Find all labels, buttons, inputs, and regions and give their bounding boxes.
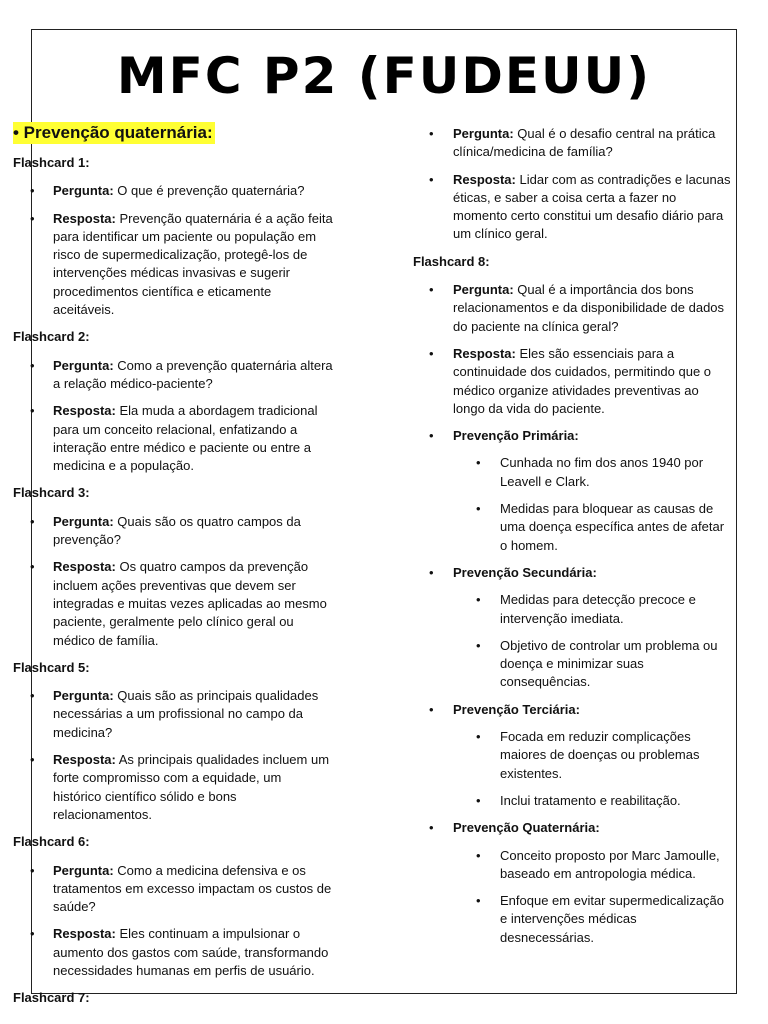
question-item [13, 687, 333, 742]
sub-item [413, 591, 733, 628]
bullet-icon: • [30, 926, 35, 942]
answer-label: Resposta: [53, 752, 116, 768]
section-title: Prevenção Secundária: [453, 564, 597, 580]
question-item [413, 281, 733, 336]
answer-text: Eles continuam a impulsionar o aumento dos gastos com saúde, transformando necessidades humanas em perfis de usuário. [53, 926, 329, 978]
section-item [413, 701, 733, 719]
answer-item [13, 558, 333, 649]
answer-item [13, 925, 333, 980]
sub-item-text: Inclui tratamento e reabilitação. [500, 792, 681, 808]
sub-item [413, 637, 733, 692]
bullet-icon: • [30, 403, 35, 419]
sub-item-text: Medidas para detecção precoce e intervenção imediata. [500, 592, 696, 626]
bullet-icon: • [429, 820, 434, 836]
bullet-icon: • [476, 455, 481, 471]
flashcard-label: Flashcard 5: [13, 659, 90, 675]
bullet-icon: • [30, 752, 35, 768]
bullet-icon: • [476, 592, 481, 608]
question-item [13, 357, 333, 394]
bullet-icon: • [476, 893, 481, 909]
answer-text: Lidar com as contradições e lacunas éticas, e saber a coisa certa a fazer no momento certo constitui um desafio diário para um clínico geral. [453, 171, 731, 242]
left-column [13, 122, 333, 1018]
sub-item [413, 892, 733, 947]
section-heading: • Prevenção quaternária: [13, 123, 213, 142]
bullet-icon: • [30, 862, 35, 878]
question-text: Quais são as principais qualidades necessárias a um profissional no campo da medicina? [53, 688, 319, 740]
bullet-icon: • [429, 345, 434, 361]
answer-text: Eles são essenciais para a continuidade dos cuidados, permitindo que o médico organize atividades preventivas ao longo da vida do paciente. [453, 345, 712, 416]
answer-label: Resposta: [453, 345, 516, 361]
question-label: Pergunta: [53, 357, 114, 373]
right-column [413, 125, 733, 956]
section-title: Prevenção Quaternária: [453, 820, 600, 836]
question-text: O que é prevenção quaternária? [117, 183, 305, 199]
section-item [413, 564, 733, 582]
bullet-icon: • [429, 564, 434, 580]
bullet-icon: • [30, 688, 35, 704]
answer-text: Ela muda a abordagem tradicional para um conceito relacional, enfatizando a interação entre médico e paciente ou entre a medicina e a população. [53, 403, 318, 474]
question-item [413, 125, 733, 162]
bullet-icon: • [30, 183, 35, 199]
answer-item [13, 210, 333, 320]
bullet-icon: • [30, 210, 35, 226]
answer-item [13, 402, 333, 475]
bullet-icon: • [476, 792, 481, 808]
question-text: Como a prevenção quaternária altera a relação médico-paciente? [53, 357, 333, 391]
flashcard-label: Flashcard 8: [413, 253, 490, 269]
answer-item [13, 751, 333, 824]
question-label: Pergunta: [53, 183, 114, 199]
question-label: Pergunta: [453, 126, 514, 141]
answer-label: Resposta: [53, 403, 116, 419]
sub-item-text: Enfoque em evitar supermedicalização e intervenções médicas desnecessárias. [500, 893, 725, 945]
flashcard-label: Flashcard 2: [13, 329, 90, 345]
bullet-icon: • [30, 513, 35, 529]
sub-item-text: Conceito proposto por Marc Jamoulle, baseado em antropologia médica. [500, 847, 720, 881]
page-title: MFC P2 (FUDEUU) [116, 47, 652, 105]
flashcard-label: Flashcard 6: [13, 834, 90, 850]
sub-item [413, 728, 733, 783]
sub-item-text: Objetivo de controlar um problema ou doença e minimizar suas consequências. [500, 637, 718, 690]
bullet-icon: • [476, 637, 481, 653]
section-item [413, 427, 733, 445]
answer-text: As principais qualidades incluem um forte compromisso com a equidade, um histórico científico sólido e bons relacionamentos. [53, 752, 330, 822]
answer-item [413, 345, 733, 418]
bullet-icon: • [429, 171, 434, 187]
question-label: Pergunta: [53, 688, 114, 704]
question-item [13, 513, 333, 550]
sub-item [413, 454, 733, 491]
answer-item [413, 171, 733, 244]
section-item [413, 819, 733, 837]
bullet-icon: • [429, 428, 434, 444]
question-text: Qual é o desafio central na prática clínica/medicina de família? [453, 126, 716, 160]
sub-item [413, 792, 733, 810]
question-text: Quais são os quatro campos da prevenção? [53, 513, 301, 548]
flashcard-label: Flashcard 7: [13, 990, 90, 1006]
bullet-icon: • [30, 559, 35, 575]
sub-item-text: Focada em reduzir complicações maiores de doenças ou problemas existentes. [500, 729, 700, 781]
answer-label: Resposta: [53, 559, 116, 575]
sub-item [413, 500, 733, 555]
sub-item-text: Cunhada no fim dos anos 1940 por Leavell e Clark. [500, 455, 704, 489]
bullet-icon: • [429, 282, 434, 298]
answer-text: Os quatro campos da prevenção incluem ações preventivas que devem ser integradas e muitas vezes aplicadas ao mesmo paciente, geralmente pelo clínico geral ou médico de família. [53, 559, 327, 648]
question-label: Pergunta: [53, 862, 114, 878]
section-title: Prevenção Terciária: [453, 701, 580, 717]
bullet-icon: • [30, 357, 35, 373]
bullet-icon: • [476, 501, 481, 517]
flashcard-label: Flashcard 3: [13, 485, 90, 501]
bullet-icon: • [429, 126, 434, 141]
answer-text: Prevenção quaternária é a ação feita para identificar um paciente ou população em risco de supermedicalização, protegê-los de intervenções médicas invasivas e sugerir procedimentos científica e eticamente aceitáveis. [53, 210, 333, 318]
question-label: Pergunta: [53, 513, 114, 529]
answer-label: Resposta: [53, 926, 116, 942]
sub-item [413, 847, 733, 884]
answer-label: Resposta: [53, 210, 116, 226]
bullet-icon: • [429, 701, 434, 717]
question-item [13, 862, 333, 917]
bullet-icon: • [476, 847, 481, 863]
section-title: Prevenção Primária: [453, 428, 579, 444]
answer-label: Resposta: [453, 171, 516, 187]
question-item [13, 182, 333, 200]
bullet-icon: • [476, 729, 481, 745]
question-label: Pergunta: [453, 282, 514, 298]
sub-item-text: Medidas para bloquear as causas de uma doença específica antes de afetar o homem. [500, 501, 725, 553]
flashcard-label: Flashcard 1: [13, 155, 90, 170]
question-text: Qual é a importância dos bons relacionamentos e da disponibilidade de dados do paciente na clínica geral? [453, 282, 725, 334]
question-text: Como a medicina defensiva e os tratamentos em excesso impactam os custos de saúde? [53, 862, 332, 915]
